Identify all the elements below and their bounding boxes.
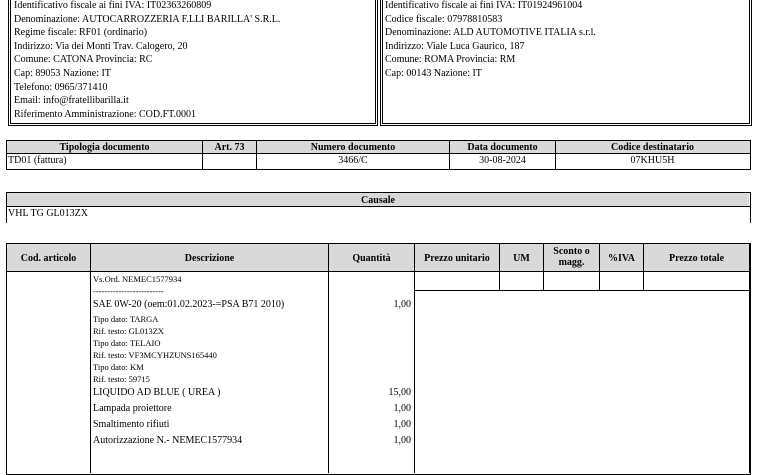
cedente-line: Email: info@fratellibarilla.it (14, 95, 129, 107)
cedente-line: Denominazione: AUTOCARROZZERIA F.LLI BARILLA' S.R.L. (14, 13, 281, 25)
cessionario-line: Indirizzo: Viale Luca Gaurico, 187 (385, 40, 525, 52)
cedente-line: Cap: 89053 Nazione: IT (14, 68, 111, 79)
row-description: SAE 0W-20 (oem:01.02.2023-=PSA B71 2010) (93, 299, 285, 310)
doc-tipologia: TD01 (fattura) (8, 155, 67, 166)
col-header-cod-articolo: Cod. articolo (20, 253, 77, 264)
doc-header-tipologia: Tipologia documento (59, 142, 150, 153)
row-description: Tipo dato: TELAIO (93, 338, 161, 348)
cessionario-line: Cap: 00143 Nazione: IT (385, 68, 482, 79)
cedente-line: Regime fiscale: RF01 (ordinario) (14, 27, 148, 39)
causale-value: VHL TG GL013ZX (8, 208, 88, 219)
cessionario-line: Denominazione: ALD AUTOMOTIVE ITALIA s.r.l. (385, 27, 596, 39)
cessionario-line: Codice fiscale: 07978810583 (385, 13, 503, 25)
causale-header: Causale (361, 195, 395, 206)
row-description: LIQUIDO AD BLUE ( UREA ) (93, 387, 221, 398)
cessionario-line: Identificativo fiscale ai fini IVA: IT01924961004 (385, 0, 583, 11)
cedente-line: Telefono: 0965/371410 (14, 81, 108, 93)
doc-header-numero: Numero documento (310, 142, 396, 153)
row-description: Rif. testo: GL013ZX (93, 326, 165, 336)
doc-numero: 3466/C (338, 155, 368, 166)
row-description: Rif. testo: VF3MCYHZUNS165440 (93, 350, 217, 360)
doc-header-codice: Codice destinatario (610, 142, 695, 153)
col-header-quantita: Quantità (352, 253, 391, 264)
col-header-um: UM (513, 253, 530, 264)
row-description: ------------------------- (93, 286, 164, 296)
col-header-iva: %IVA (607, 253, 636, 264)
cedente-line: Riferimento Amministrazione: COD.FT.0001 (14, 108, 197, 120)
row-description: Rif. testo: 59715 (93, 374, 150, 384)
doc-codice: 07KHU5H (630, 155, 675, 166)
row-description: Vs.Ord. NEMEC1577934 (93, 274, 182, 284)
row-description: Tipo dato: KM (93, 362, 144, 372)
row-quantity: 1,00 (393, 419, 411, 430)
row-description: Autorizzazione N.- NEMEC1577934 (93, 435, 243, 446)
col-header-prezzo-totale: Prezzo totale (668, 253, 725, 264)
doc-data: 30-08-2024 (479, 155, 526, 166)
cessionario-line: Comune: ROMA Provincia: RM (385, 54, 516, 66)
col-header-descrizione: Descrizione (184, 253, 235, 264)
row-quantity: 1,00 (393, 435, 411, 446)
doc-header-art73: Art. 73 (214, 142, 245, 153)
doc-header-data: Data documento (467, 142, 538, 153)
row-description: Lampada proiettore (93, 403, 172, 414)
row-quantity: 15,00 (388, 387, 411, 398)
cedente-line: Identificativo fiscale ai fini IVA: IT02363260809 (14, 0, 212, 11)
row-description: Smaltimento rifiuti (93, 419, 170, 430)
col-header-prezzo-unitario: Prezzo unitario (424, 253, 490, 264)
cedente-line: Comune: CATONA Provincia: RC (14, 54, 153, 66)
row-quantity: 1,00 (393, 403, 411, 414)
col-header-sconto: Sconto o magg. (553, 246, 590, 268)
row-quantity: 1,00 (393, 299, 411, 310)
cedente-line: Indirizzo: Via dei Monti Trav. Calogero, 20 (14, 40, 188, 52)
row-description: Tipo dato: TARGA (93, 314, 159, 324)
